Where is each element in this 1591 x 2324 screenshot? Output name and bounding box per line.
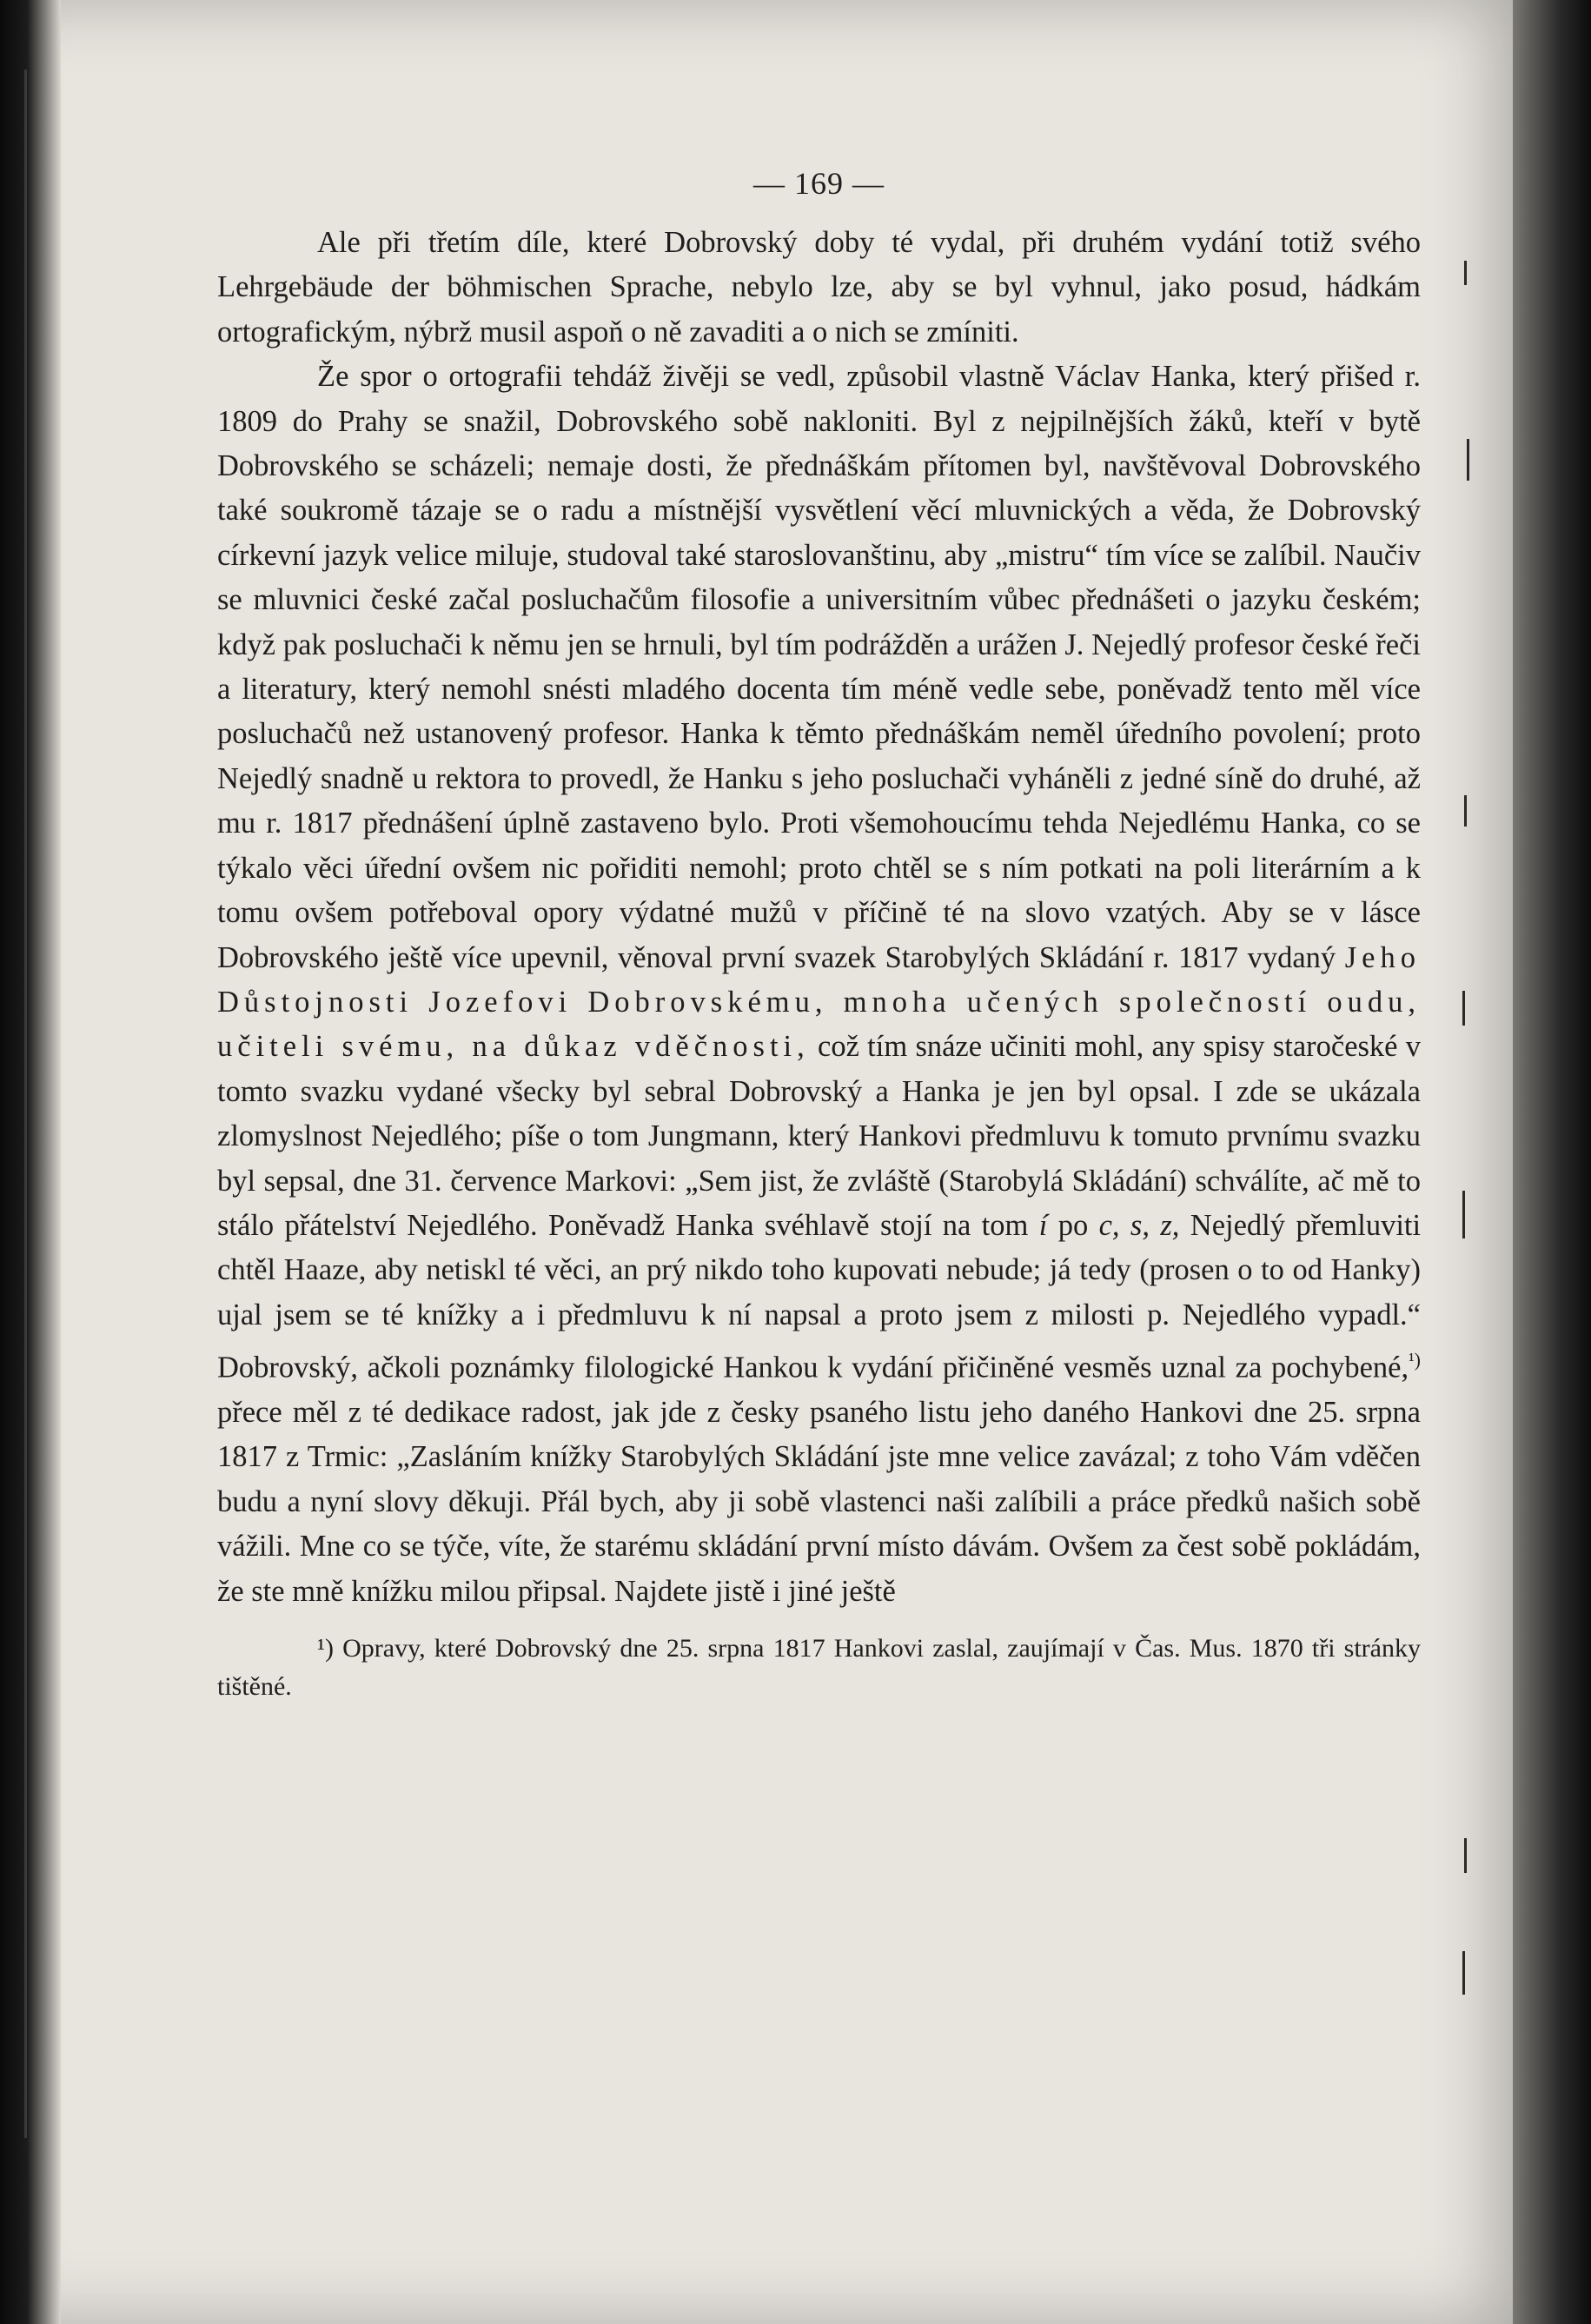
margin-mark: [1464, 261, 1467, 285]
letter-s: s,: [1130, 1208, 1150, 1242]
letter-i: í: [1038, 1208, 1048, 1242]
paragraph-2-text: Že spor o ortografii tehdáž živěji se vedl, způsobil vlastně Václav Hanka, který přišed r. 1809 do Prahy se snažil, Dobrovského sobě nakloniti. Byl z nejpilnějších žáků, kteří v bytě Dobrovského se scházeli; nemaje dosti, že přednáškám přítomen byl, navštěvoval Dobrovského také soukromě tázaje se o radu a místnější vysvětlení věcí mluvnických a věda, že Dobrovský církevní jazyk velice miluje, studoval také staroslovanštinu, aby „mistru“ tím více se zalíbil. Naučiv se mluvnici české začal posluchačům filosofie a universitním vůbec přednášeti o jazyku českém; když pak posluchači k němu jen se hrnuli, byl tím podrážděn a urážen J. Nejedlý profesor české řeči a literatury, který nemohl snésti mladého docenta tím méně vedle sebe, poněvadž tento měl více posluchačů než ustanovený profesor. Hanka k těmto přednáškám neměl úředního povolení; proto Nejedlý snadně u rektora to provedl, že Hanku s jeho posluchači vyháněli z jedné síně do druhé, až mu r. 1817 přednášení úplně zastaveno bylo. Proti všemohoucímu tehda Nejedlému Hanka, co se týkalo věci úřední ovšem nic pořiditi nemohl; proto chtěl se s ním potkati na poli literárním a k tomu ovšem potřeboval opory výdatné mužů v příčině té na slovo vzatých. Aby se v lásce Dobrovského ještě více upevnil, věnoval první svazek Starobylých Skládání r. 1817 vydaný: [217, 360, 1421, 974]
document-page: [217, 165, 1421, 1706]
margin-mark: [1467, 439, 1469, 481]
margin-mark: [1462, 991, 1465, 1026]
paragraph-1: [217, 221, 1421, 355]
letter-c: c,: [1098, 1208, 1120, 1242]
page-number: — 169 —: [753, 166, 885, 201]
margin-mark: [1462, 1191, 1465, 1238]
binding-line: [24, 70, 27, 2138]
margin-mark: [1462, 1951, 1465, 1995]
paragraph-2-continued-2: Nejedlý přemluviti chtěl Haaze, aby netiskl té věci, an prý nikdo toho kupovati nebude; já tedy (prosen o to od Hanky) ujal jsem se té knížky a i předmluvu k ní napsal a proto jsem z milosti p. Nejedlého vypadl.“ Dobrovský, ačkoli poznámky filologické Hankou k vydání přičiněné vesměs uznal za pochybené,: [217, 1208, 1422, 1384]
paragraph-2: [217, 355, 1421, 1614]
paragraph-1-text: Ale při třetím díle, které Dobrovský doby té vydal, při druhém vydání totiž svého Lehrgebäude der böhmischen Sprache, nebylo lze, aby se byl vyhnul, jako posud, hádkám ortografickým, nýbrž musil aspoň o ně zavaditi a o nich se zmíniti.: [217, 226, 1421, 349]
footnote-reference: ¹): [1409, 1349, 1421, 1371]
scan-edge-right: [1513, 0, 1591, 2324]
paragraph-2-continued-3: přece měl z té dedikace radost, jak jde z česky psaného listu jeho daného Hankovi dne 25. srpna 1817 z Trmic: „Zasláním knížky Starobylých Skládání jste mne velice zavázal; z toho Vám vděčen budu a nyní slovy děkuji. Přál bych, aby ji sobě vlastenci naši zalíbili a práce předků našich sobě vážili. Mne co se týče, víte, že starému skládání první místo dávám. Ovšem za čest sobě pokládám, že ste mně knížku milou připsal. Najdete jistě i jiné ještě: [217, 1396, 1421, 1608]
word-po: po: [1057, 1208, 1089, 1242]
letter-z: z,: [1160, 1208, 1180, 1242]
scan-edge-left: [0, 0, 61, 2324]
margin-mark: [1464, 795, 1467, 827]
paragraph-2-continued: což tím snáze učiniti mohl, any spisy staročeské v tomto svazku vydané všecky byl sebral Dobrovský a Hanka je jen byl opsal. I zde se ukázala zlomyslnost Nejedlého; píše o tom Jungmann, který Hankovi předmluvu k tomuto prvnímu svazku byl sepsal, dne 31. července Markovi: „Sem jist, že zvláště (Starobylá Skládání) schválíte, ač mě to stálo přátelství Nejedlého. Poněvadž Hanka svéhlavě stojí na tom: [217, 1030, 1422, 1242]
footnote: ¹) Opravy, které Dobrovský dne 25. srpna 1817 Hankovi zaslal, zaujímají v Čas. Mus. 1870 tři stránky tištěné.: [217, 1634, 1421, 1702]
margin-mark: [1464, 1838, 1467, 1873]
dedication-text: Jeho Důstojnosti Jozefovi Dobrovskému, mnoha učených společností oudu, učiteli svému, na důkaz vděčnosti,: [217, 940, 1421, 1064]
